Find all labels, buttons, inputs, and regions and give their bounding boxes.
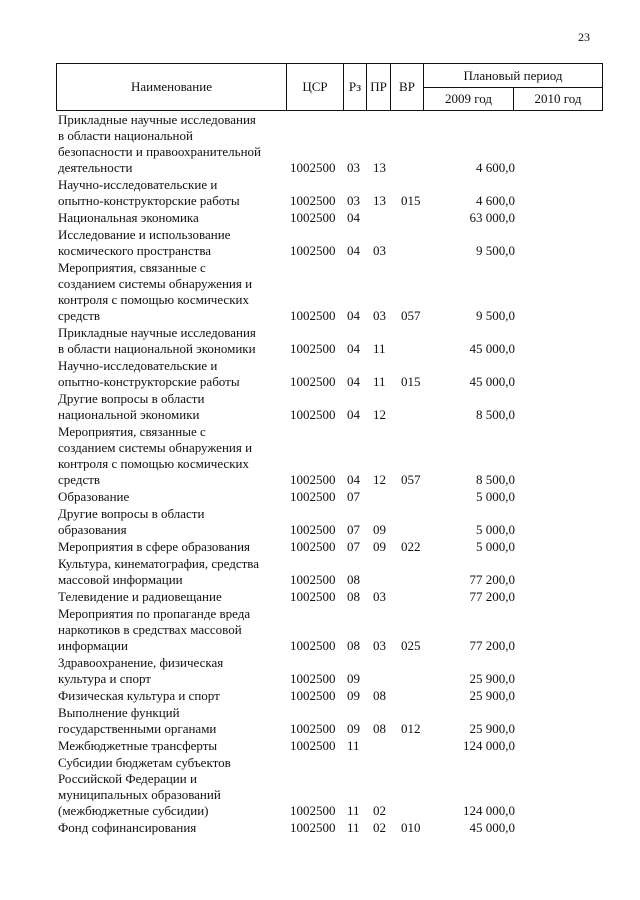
row-vr: 022 xyxy=(401,539,421,554)
row-value-2009: 4 600,0 xyxy=(476,160,515,175)
table-row xyxy=(56,737,603,754)
row-csr: 1002500 xyxy=(290,374,336,389)
row-csr: 1002500 xyxy=(290,721,336,736)
row-value-2009: 124 000,0 xyxy=(463,803,515,818)
row-pr: 09 xyxy=(373,522,386,537)
row-rz: 04 xyxy=(347,374,360,389)
row-csr: 1002500 xyxy=(290,407,336,422)
row-rz: 03 xyxy=(347,160,360,175)
header-pr: ПР xyxy=(366,63,391,111)
row-name: Телевидение и радиовещание xyxy=(58,589,222,604)
row-value-2009: 25 900,0 xyxy=(469,688,515,703)
table-row xyxy=(56,209,603,226)
row-value-2009: 25 900,0 xyxy=(469,671,515,686)
row-value-2009: 45 000,0 xyxy=(469,341,515,356)
row-vr: 015 xyxy=(401,193,421,208)
row-csr: 1002500 xyxy=(290,193,336,208)
row-csr: 1002500 xyxy=(290,308,336,323)
row-value-2009: 77 200,0 xyxy=(469,572,515,587)
table-row xyxy=(56,704,603,737)
row-rz: 04 xyxy=(347,308,360,323)
row-pr: 08 xyxy=(373,721,386,736)
row-csr: 1002500 xyxy=(290,589,336,604)
row-csr: 1002500 xyxy=(290,572,336,587)
row-csr: 1002500 xyxy=(290,341,336,356)
row-name: Национальная экономика xyxy=(58,210,199,225)
row-rz: 08 xyxy=(347,638,360,653)
row-value-2009: 25 900,0 xyxy=(469,721,515,736)
row-rz: 11 xyxy=(347,738,360,753)
table-row xyxy=(56,654,603,687)
row-rz: 07 xyxy=(347,489,360,504)
row-csr: 1002500 xyxy=(290,539,336,554)
row-pr: 08 xyxy=(373,688,386,703)
row-name: Здравоохранение, физическая культура и спорт xyxy=(58,655,224,686)
row-name: Другие вопросы в области национальной экономики xyxy=(58,391,205,422)
row-name: Межбюджетные трансферты xyxy=(58,738,218,753)
row-rz: 04 xyxy=(347,210,360,225)
row-pr: 03 xyxy=(373,638,386,653)
row-vr: 057 xyxy=(401,472,421,487)
row-rz: 07 xyxy=(347,522,360,537)
row-rz: 09 xyxy=(347,671,360,686)
table-row xyxy=(56,111,603,176)
row-rz: 04 xyxy=(347,472,360,487)
row-name: Мероприятия в сфере образования xyxy=(58,539,251,554)
row-csr: 1002500 xyxy=(290,688,336,703)
table-body xyxy=(56,111,603,836)
row-vr: 015 xyxy=(401,374,421,389)
row-rz: 08 xyxy=(347,572,360,587)
row-pr: 03 xyxy=(373,308,386,323)
row-pr: 02 xyxy=(373,820,386,835)
row-value-2009: 45 000,0 xyxy=(469,820,515,835)
table-header xyxy=(56,63,603,111)
row-vr: 025 xyxy=(401,638,421,653)
table-row xyxy=(56,555,603,588)
row-name: Культура, кинематография, средства массовой информации xyxy=(58,556,260,587)
row-name: Другие вопросы в области образования xyxy=(58,506,205,537)
row-value-2009: 5 000,0 xyxy=(476,522,515,537)
row-value-2009: 77 200,0 xyxy=(469,638,515,653)
table-row xyxy=(56,357,603,390)
header-planned-period: Плановый период xyxy=(423,63,603,88)
row-value-2009: 9 500,0 xyxy=(476,243,515,258)
page-number: 23 xyxy=(578,30,590,44)
row-pr: 02 xyxy=(373,803,386,818)
table-row xyxy=(56,588,603,605)
row-csr: 1002500 xyxy=(290,738,336,753)
row-rz: 04 xyxy=(347,341,360,356)
row-value-2009: 8 500,0 xyxy=(476,472,515,487)
table-row xyxy=(56,687,603,704)
table-row xyxy=(56,423,603,488)
row-name: Выполнение функций государственными органами xyxy=(58,705,217,736)
row-pr: 11 xyxy=(373,341,386,356)
row-value-2009: 5 000,0 xyxy=(476,489,515,504)
row-pr: 12 xyxy=(373,472,386,487)
header-csr: ЦСР xyxy=(286,63,344,111)
row-value-2009: 9 500,0 xyxy=(476,308,515,323)
row-name: Физическая культура и спорт xyxy=(58,688,220,703)
row-csr: 1002500 xyxy=(290,671,336,686)
row-value-2009: 77 200,0 xyxy=(469,589,515,604)
row-pr: 03 xyxy=(373,243,386,258)
header-rz: Рз xyxy=(343,63,367,111)
row-pr: 13 xyxy=(373,193,386,208)
table-row xyxy=(56,505,603,538)
row-pr: 03 xyxy=(373,589,386,604)
row-name: Мероприятия по пропаганде вреда наркотиков в средствах массовой информации xyxy=(58,606,251,653)
row-rz: 07 xyxy=(347,539,360,554)
row-value-2009: 63 000,0 xyxy=(469,210,515,225)
row-rz: 04 xyxy=(347,407,360,422)
row-pr: 09 xyxy=(373,539,386,554)
row-csr: 1002500 xyxy=(290,803,336,818)
table-row xyxy=(56,324,603,357)
row-csr: 1002500 xyxy=(290,489,336,504)
row-value-2009: 4 600,0 xyxy=(476,193,515,208)
row-name: Прикладные научные исследования в области национальной экономики xyxy=(58,325,256,356)
row-value-2009: 124 000,0 xyxy=(463,738,515,753)
row-csr: 1002500 xyxy=(290,472,336,487)
row-csr: 1002500 xyxy=(290,160,336,175)
row-pr: 11 xyxy=(373,374,386,389)
row-rz: 11 xyxy=(347,803,360,818)
row-value-2009: 8 500,0 xyxy=(476,407,515,422)
row-csr: 1002500 xyxy=(290,210,336,225)
table-row xyxy=(56,754,603,819)
row-name: Мероприятия, связанные с созданием системы обнаружения и контроля с помощью космических средств xyxy=(58,260,253,323)
row-csr: 1002500 xyxy=(290,522,336,537)
row-name: Образование xyxy=(58,489,130,504)
row-csr: 1002500 xyxy=(290,820,336,835)
table-row xyxy=(56,390,603,423)
header-vr: ВР xyxy=(390,63,424,111)
row-value-2009: 45 000,0 xyxy=(469,374,515,389)
header-year-2010: 2010 год xyxy=(513,87,603,111)
row-csr: 1002500 xyxy=(290,243,336,258)
row-name: Фонд софинансирования xyxy=(58,820,197,835)
row-vr: 057 xyxy=(401,308,421,323)
row-rz: 08 xyxy=(347,589,360,604)
row-name: Прикладные научные исследования в области национальной безопасности и правоохранительной деятельности xyxy=(58,112,261,175)
table-row xyxy=(56,259,603,324)
row-name: Научно-исследовательские и опытно-конструкторские работы xyxy=(58,177,240,208)
row-name: Субсидии бюджетам субъектов Российской Федерации и муниципальных образований (межбюджетные субсидии) xyxy=(58,755,231,818)
row-csr: 1002500 xyxy=(290,638,336,653)
row-vr: 010 xyxy=(401,820,421,835)
table-row xyxy=(56,488,603,505)
row-rz: 11 xyxy=(347,820,360,835)
row-name: Исследование и использование космического пространства xyxy=(58,227,231,258)
table-row xyxy=(56,176,603,209)
row-rz: 09 xyxy=(347,688,360,703)
header-year-2009: 2009 год xyxy=(423,87,514,111)
table-row xyxy=(56,605,603,654)
table-row xyxy=(56,538,603,555)
row-value-2009: 5 000,0 xyxy=(476,539,515,554)
row-rz: 03 xyxy=(347,193,360,208)
row-name: Научно-исследовательские и опытно-конструкторские работы xyxy=(58,358,240,389)
row-rz: 09 xyxy=(347,721,360,736)
header-name: Наименование xyxy=(56,63,287,111)
table-row xyxy=(56,819,603,836)
row-rz: 04 xyxy=(347,243,360,258)
table-row xyxy=(56,226,603,259)
row-pr: 13 xyxy=(373,160,386,175)
row-name: Мероприятия, связанные с созданием системы обнаружения и контроля с помощью космических средств xyxy=(58,424,253,487)
row-vr: 012 xyxy=(401,721,421,736)
row-pr: 12 xyxy=(373,407,386,422)
